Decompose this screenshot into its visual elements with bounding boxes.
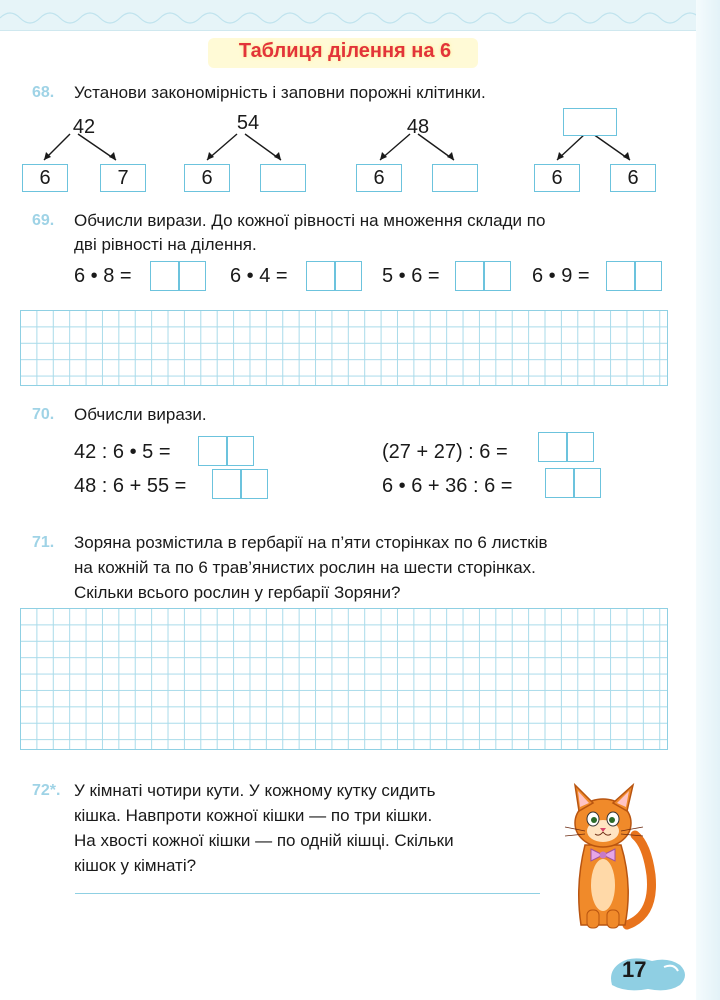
tree-1-left-box[interactable]: 6 [22,164,68,192]
task-69-expr-4: 6 • 9 = [532,265,590,287]
task-69-number: 69. [32,212,55,229]
top-decorative-band [0,0,720,31]
pattern-border-icon [0,0,720,30]
task-69-text-line2: дві рівності на ділення. [74,235,257,254]
task-72-text-line2: кішка. Навпроти кожної кішки — по три кішки. [74,806,433,825]
task-70-expr-3: 48 : 6 + 55 = [74,475,187,497]
task-69-answer-2[interactable] [306,261,362,291]
task-69-answer-4[interactable] [606,261,662,291]
cat-illustration-icon [555,775,665,935]
task-68-text: Установи закономірність і заповни порожні клітинки. [74,83,486,102]
task-72-text-line4: кішок у кімнаті? [74,856,197,875]
task-71-number: 71. [32,534,55,551]
tree-2-left-box[interactable]: 6 [184,164,230,192]
task-70-answer-1[interactable] [198,436,254,466]
task-69-answer-1[interactable] [150,261,206,291]
task-71-text-line2: на кожній та по 6 трав’янистих рослин на шести сторінках. [74,558,536,577]
tree-2-top: 54 [236,112,260,134]
task-70-expr-4: 6 • 6 + 36 : 6 = [382,475,513,497]
task-70-expr-1: 42 : 6 • 5 = [74,441,171,463]
tree-2-right-box[interactable] [260,164,306,192]
task-70-expr-2: (27 + 27) : 6 = [382,441,508,463]
task-71-work-grid[interactable] [20,608,668,750]
task-69-expr-1: 6 • 8 = [74,265,132,287]
tree-4-top-box[interactable] [563,108,617,136]
task-72-text-line3: На хвості кожної кішки — по одній кішці. Скільки [74,831,454,850]
task-71-text-line1: Зоряна розмістила в гербарії на п’яти сторінках по 6 листків [74,533,548,552]
task-70-answer-3[interactable] [212,469,268,499]
task-70-answer-4[interactable] [545,468,601,498]
task-69-text-line1: Обчисли вирази. До кожної рівності на множення склади по [74,211,546,230]
task-68-number: 68. [32,84,55,101]
task-69-work-grid[interactable] [20,310,668,386]
task-69-expr-3: 5 • 6 = [382,265,440,287]
tree-3-top: 48 [406,116,430,138]
tree-1-top: 42 [72,116,96,138]
task-71-text-line3: Скільки всього рослин у гербарії Зоряни? [74,583,401,602]
page-number: 17 [622,957,647,982]
task-72-number: 72*. [32,782,61,799]
tree-3-right-box[interactable] [432,164,478,192]
task-72-answer-line[interactable] [75,893,540,894]
page-number-badge-icon [608,955,688,993]
tree-3-left-box[interactable]: 6 [356,164,402,192]
page-title: Таблиця ділення на 6 [238,40,452,62]
task-70-number: 70. [32,406,55,423]
task-69-answer-3[interactable] [455,261,511,291]
task-72-text-line1: У кімнаті чотири кути. У кожному кутку сидить [74,781,436,800]
tree-4-right-box[interactable]: 6 [610,164,656,192]
task-69-expr-2: 6 • 4 = [230,265,288,287]
task-70-answer-2[interactable] [538,432,594,462]
task-70-text: Обчисли вирази. [74,405,207,424]
tree-4-left-box[interactable]: 6 [534,164,580,192]
tree-1-right-box[interactable]: 7 [100,164,146,192]
page-edge [696,0,720,1000]
